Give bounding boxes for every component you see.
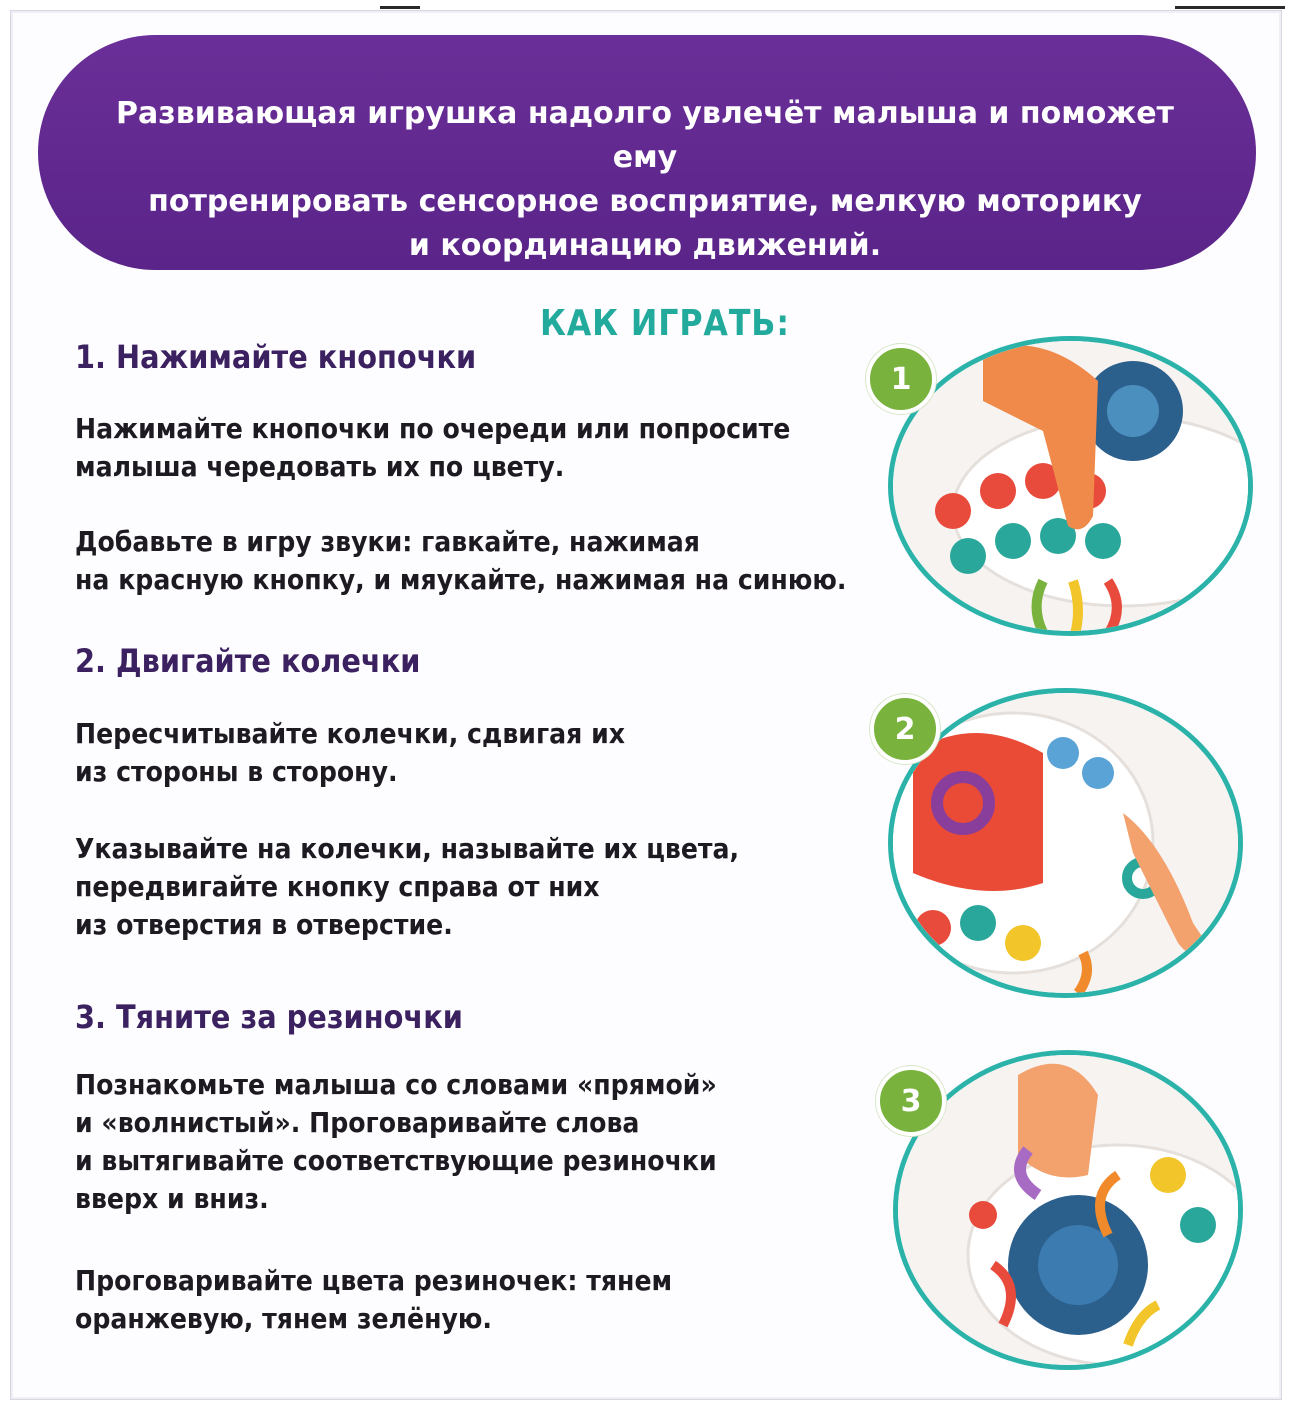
step-3-paragraph-1: Познакомьте малыша со словами «прямой» и «волнистый». Проговаривайте слова и вытягивайте соответствующие резиночки вверх и вниз. bbox=[75, 1068, 717, 1215]
step-1-paragraph-1: Нажимайте кнопочки по очереди или попросите малыша чередовать их по цвету. bbox=[75, 412, 791, 483]
print-mark bbox=[380, 6, 420, 9]
toy-strings-image bbox=[898, 1055, 1238, 1365]
print-mark bbox=[1175, 6, 1285, 9]
step-3-title: 3. Тяните за резиночки bbox=[75, 998, 463, 1036]
toy-buttons-image bbox=[893, 341, 1248, 631]
step-1-title: 1. Нажимайте кнопочки bbox=[75, 338, 477, 376]
step-2-photo bbox=[888, 688, 1243, 998]
step-2-paragraph-2: Указывайте на колечки, называйте их цвета, передвигайте кнопку справа от них из отверстия в отверстие. bbox=[75, 832, 740, 941]
how-to-play-heading: КАК ИГРАТЬ: bbox=[540, 303, 790, 344]
step-3-paragraph-2: Проговаривайте цвета резиночек: тянем оранжевую, тянем зелёную. bbox=[75, 1264, 673, 1335]
step-1-photo bbox=[888, 336, 1253, 636]
toy-rings-image bbox=[893, 693, 1238, 993]
step-1-paragraph-2: Добавьте в игру звуки: гавкайте, нажимая на красную кнопку, и мяукайте, нажимая на синюю. bbox=[75, 525, 847, 596]
step-3-badge: 3 bbox=[876, 1066, 946, 1136]
intro-text bbox=[90, 92, 1200, 268]
step-2-title: 2. Двигайте колечки bbox=[75, 642, 421, 680]
intro-line: и координацию движений. bbox=[408, 228, 882, 263]
step-2-paragraph-1: Пересчитывайте колечки, сдвигая их из стороны в сторону. bbox=[75, 717, 625, 788]
step-2-badge: 2 bbox=[870, 694, 940, 764]
intro-line: Развивающая игрушка надолго увлечёт малыша и поможет ему bbox=[116, 96, 1174, 175]
step-1-badge: 1 bbox=[866, 344, 936, 414]
intro-line: потренировать сенсорное восприятие, мелкую моторику bbox=[148, 184, 1142, 219]
